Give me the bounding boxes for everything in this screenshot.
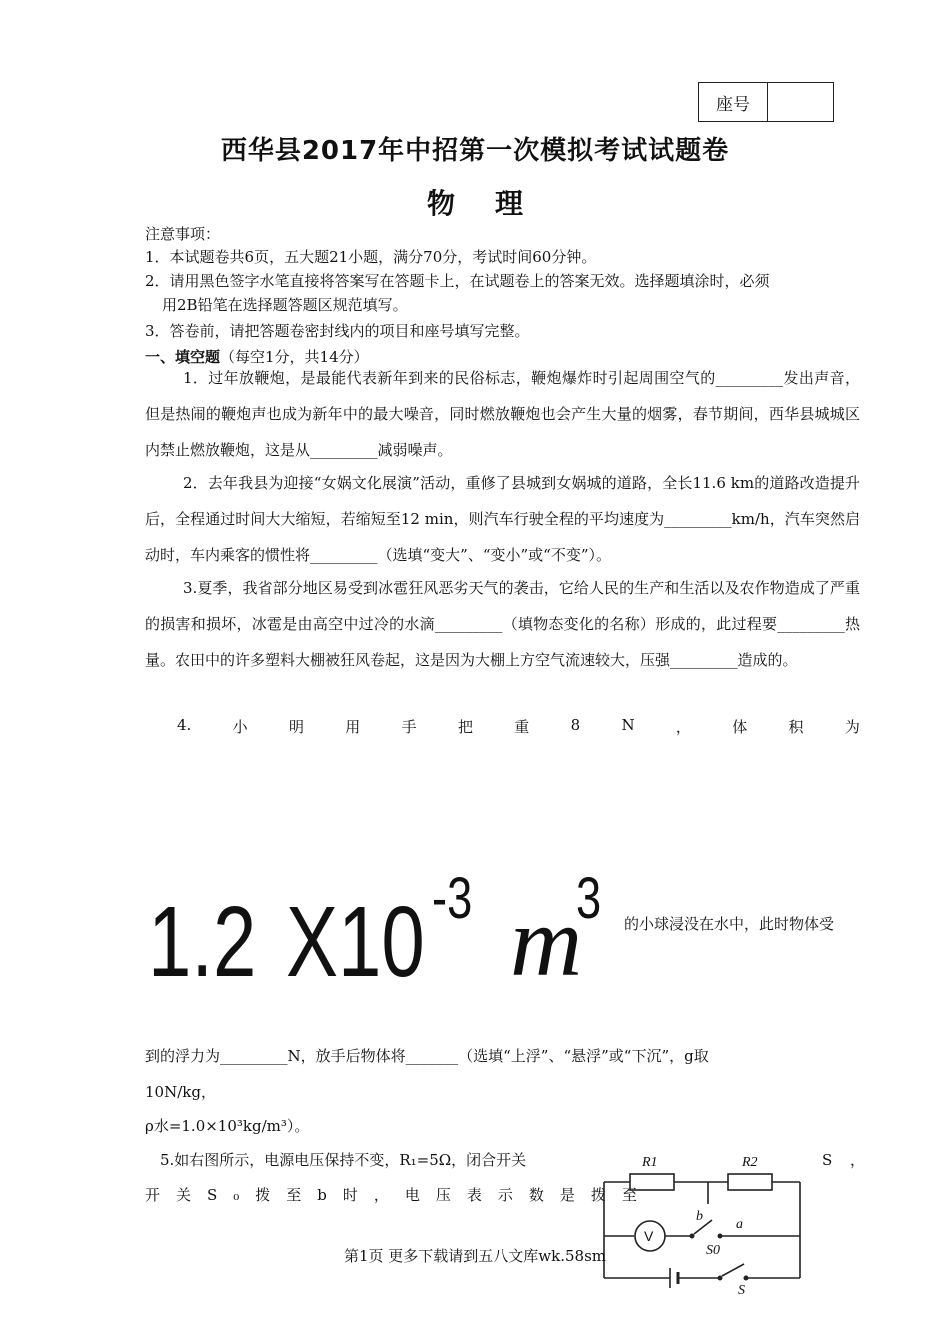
formula-times-ten: X10 bbox=[286, 886, 425, 998]
q5-line-2: 开关S₀拨至b时，电压表示数是拨至 bbox=[145, 1186, 653, 1204]
section1-title: 一、填空题 bbox=[145, 348, 221, 366]
seat-value-field bbox=[768, 83, 833, 121]
question-1: 1．过年放鞭炮，是最能代表新年到来的民俗标志，鞭炮爆炸时引起周围空气的_________发出声音，但是热闹的鞭炮声也成为新年中的最大噪音，同时燃放鞭炮也会产生大量的烟雾，春节期间，西华县城城区内禁止燃放鞭炮，这是从_________减弱噪声。 bbox=[145, 369, 860, 459]
label-a: a bbox=[736, 1217, 743, 1232]
q4-after-formula: 的小球浸没在水中，此时物体受 bbox=[624, 915, 835, 933]
formula-unit-exponent: 3 bbox=[576, 866, 602, 931]
q5-comma: ， bbox=[850, 1151, 866, 1169]
subject-title: 物理 bbox=[426, 187, 563, 220]
q4-word: 明 bbox=[288, 718, 304, 736]
resistor-r1 bbox=[630, 1174, 674, 1190]
note-item-2: 2．请用黑色签字水笔直接将答案写在答题卡上，在试题卷上的答案无效。选择题填涂时，必须 bbox=[145, 272, 770, 290]
label-r2: R2 bbox=[742, 1155, 758, 1170]
q5-switch-s: S bbox=[822, 1151, 833, 1169]
seat-label: 座号 bbox=[699, 83, 768, 121]
note-item-3: 3．答卷前，请把答题卷密封线内的项目和座号填写完整。 bbox=[145, 322, 530, 340]
q4-line-3: 10N/kg， bbox=[145, 1083, 216, 1101]
q4-line-2: 到的浮力为_________N，放手后物体将_______（选填“上浮”、“悬浮”或“下沉”，g取 bbox=[145, 1047, 709, 1065]
formula-mantissa: 1.2 bbox=[148, 886, 257, 998]
note-item-1: 1．本试题卷共6页，五大题21小题，满分70分，考试时间60分钟。 bbox=[145, 248, 597, 266]
resistor-r2 bbox=[728, 1174, 772, 1190]
q4-word: 8 bbox=[570, 716, 581, 734]
question-4-first-line bbox=[145, 716, 860, 737]
label-v: V bbox=[644, 1228, 654, 1244]
q4-word: 重 bbox=[514, 718, 530, 736]
q4-word: 积 bbox=[788, 718, 804, 736]
question-3: 3.夏季，我省部分地区易受到冰雹狂风恶劣天气的袭击，它给人民的生产和生活以及农作物造成了严重的损害和损坏，冰雹是由高空中过冷的水滴_________（填物态变化的名称）形成的，此过程要_________热量。农田中的许多塑料大棚被狂风卷起，这是因为大棚上方空气流速较大，压强_________造成的。 bbox=[145, 579, 860, 669]
q4-line-4: ρ水=1.0×10³kg/m³）。 bbox=[145, 1117, 310, 1135]
q4-word: 把 bbox=[457, 718, 473, 736]
label-r1: R1 bbox=[642, 1155, 658, 1170]
formula-exponent: -3 bbox=[432, 866, 473, 931]
circuit-diagram bbox=[598, 1148, 808, 1298]
q4-word: N bbox=[621, 716, 635, 734]
seat-number-box bbox=[698, 82, 834, 122]
note-item-2-cont: 用2B铅笔在选择题答题区规范填写。 bbox=[162, 296, 408, 314]
q4-word: 为 bbox=[844, 718, 860, 736]
section1-note: （每空1分，共14分） bbox=[220, 348, 369, 366]
q4-word: 4. bbox=[177, 716, 192, 734]
q4-word: 体 bbox=[732, 718, 748, 736]
label-b: b bbox=[696, 1209, 703, 1224]
q4-word: 用 bbox=[345, 718, 361, 736]
formula-unit: m bbox=[510, 886, 583, 997]
page-footer: 第1页 更多下载请到五八文库wk.58sm bbox=[343, 1247, 607, 1265]
q4-word: 小 bbox=[232, 718, 248, 736]
label-s0: S0 bbox=[706, 1243, 720, 1258]
q5-line-1: 5.如右图所示，电源电压保持不变，R₁=5Ω，闭合开关 bbox=[160, 1151, 527, 1169]
question-2: 2．去年我县为迎接“女娲文化展演”活动，重修了县城到女娲城的道路，全长11.6 km的道路改造提升后，全程通过时间大大缩短，若缩短至12 min，则汽车行驶全程的平均速度为_________km/h，汽车突然启动时，车内乘客的惯性将_________（选填“变大”、“变小”或“不变”）。 bbox=[145, 474, 860, 564]
notes-heading: 注意事项： bbox=[145, 225, 221, 243]
q4-word: ， bbox=[675, 718, 691, 736]
q4-word: 手 bbox=[401, 718, 417, 736]
label-s: S bbox=[738, 1283, 745, 1298]
exam-title: 西华县2017年中招第一次模拟考试试题卷 bbox=[220, 136, 730, 166]
